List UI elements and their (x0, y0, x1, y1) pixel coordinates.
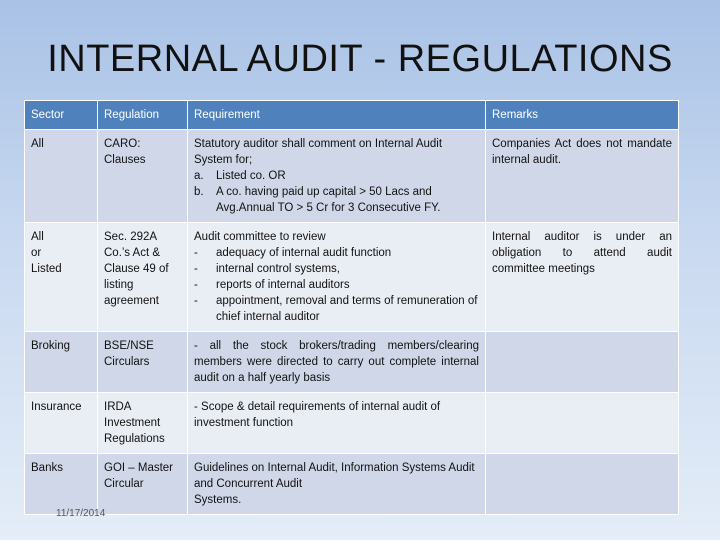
list-item: - internal control systems, (194, 263, 340, 275)
header-sector: Sector (25, 101, 98, 130)
cell-sector: Banks (25, 454, 98, 515)
cell-sector: All or Listed (25, 223, 98, 332)
cell-remarks: Companies Act does not mandate internal audit. (486, 130, 679, 223)
cell-sector: All (25, 130, 98, 223)
cell-requirement: Guidelines on Internal Audit, Information Systems Audit and Concurrent Audit Systems. (188, 454, 486, 515)
slide-title: INTERNAL AUDIT - REGULATIONS (47, 38, 673, 80)
cell-remarks (486, 393, 679, 454)
cell-remarks (486, 332, 679, 393)
cell-sector: Insurance (25, 393, 98, 454)
list-item: - adequacy of internal audit function (194, 247, 392, 259)
cell-regulation: GOI – Master Circular (98, 454, 188, 515)
cell-remarks (486, 454, 679, 515)
list-item: a. Listed co. OR (194, 170, 286, 182)
table-row (25, 332, 679, 393)
cell-requirement: - all the stock brokers/trading members/clearing members were directed to carry out complete internal audit on a half yearly basis (188, 332, 486, 393)
header-requirement: Requirement (188, 101, 486, 130)
cell-regulation: BSE/NSE Circulars (98, 332, 188, 393)
footer-date: 11/17/2014 (56, 508, 106, 519)
table-row (25, 223, 679, 332)
list-item: - appointment, removal and terms of remuneration of chief internal auditor (194, 295, 478, 323)
cell-sector: Broking (25, 332, 98, 393)
cell-requirement: Statutory auditor shall comment on Internal Audit System for; a. Listed co. OR b. A co. having paid up capital > 50 Lacs and Avg.Annual TO > 5 Cr for 3 Consecutive FY. (188, 130, 486, 223)
cell-remarks: Internal auditor is under an obligation to attend audit committee meetings (486, 223, 679, 332)
header-remarks: Remarks (486, 101, 679, 130)
list-item: b. A co. having paid up capital > 50 Lacs and Avg.Annual TO > 5 Cr for 3 Consecutive FY. (194, 186, 441, 214)
cell-requirement: - Scope & detail requirements of internal audit of investment function (188, 393, 486, 454)
cell-regulation: IRDA Investment Regulations (98, 393, 188, 454)
table-header-row (25, 101, 679, 130)
cell-requirement: Audit committee to review - adequacy of internal audit function - internal control systems, - reports of internal auditors - appointment, removal and terms of remuneration of chief internal auditor (188, 223, 486, 332)
table-row (25, 130, 679, 223)
cell-regulation: Sec. 292A Co.’s Act & Clause 49 of listing agreement (98, 223, 188, 332)
cell-regulation: CARO: Clauses (98, 130, 188, 223)
header-regulation: Regulation (98, 101, 188, 130)
regulations-table (24, 100, 679, 515)
table-row (25, 393, 679, 454)
list-item: - reports of internal auditors (194, 279, 350, 291)
table-row (25, 454, 679, 515)
